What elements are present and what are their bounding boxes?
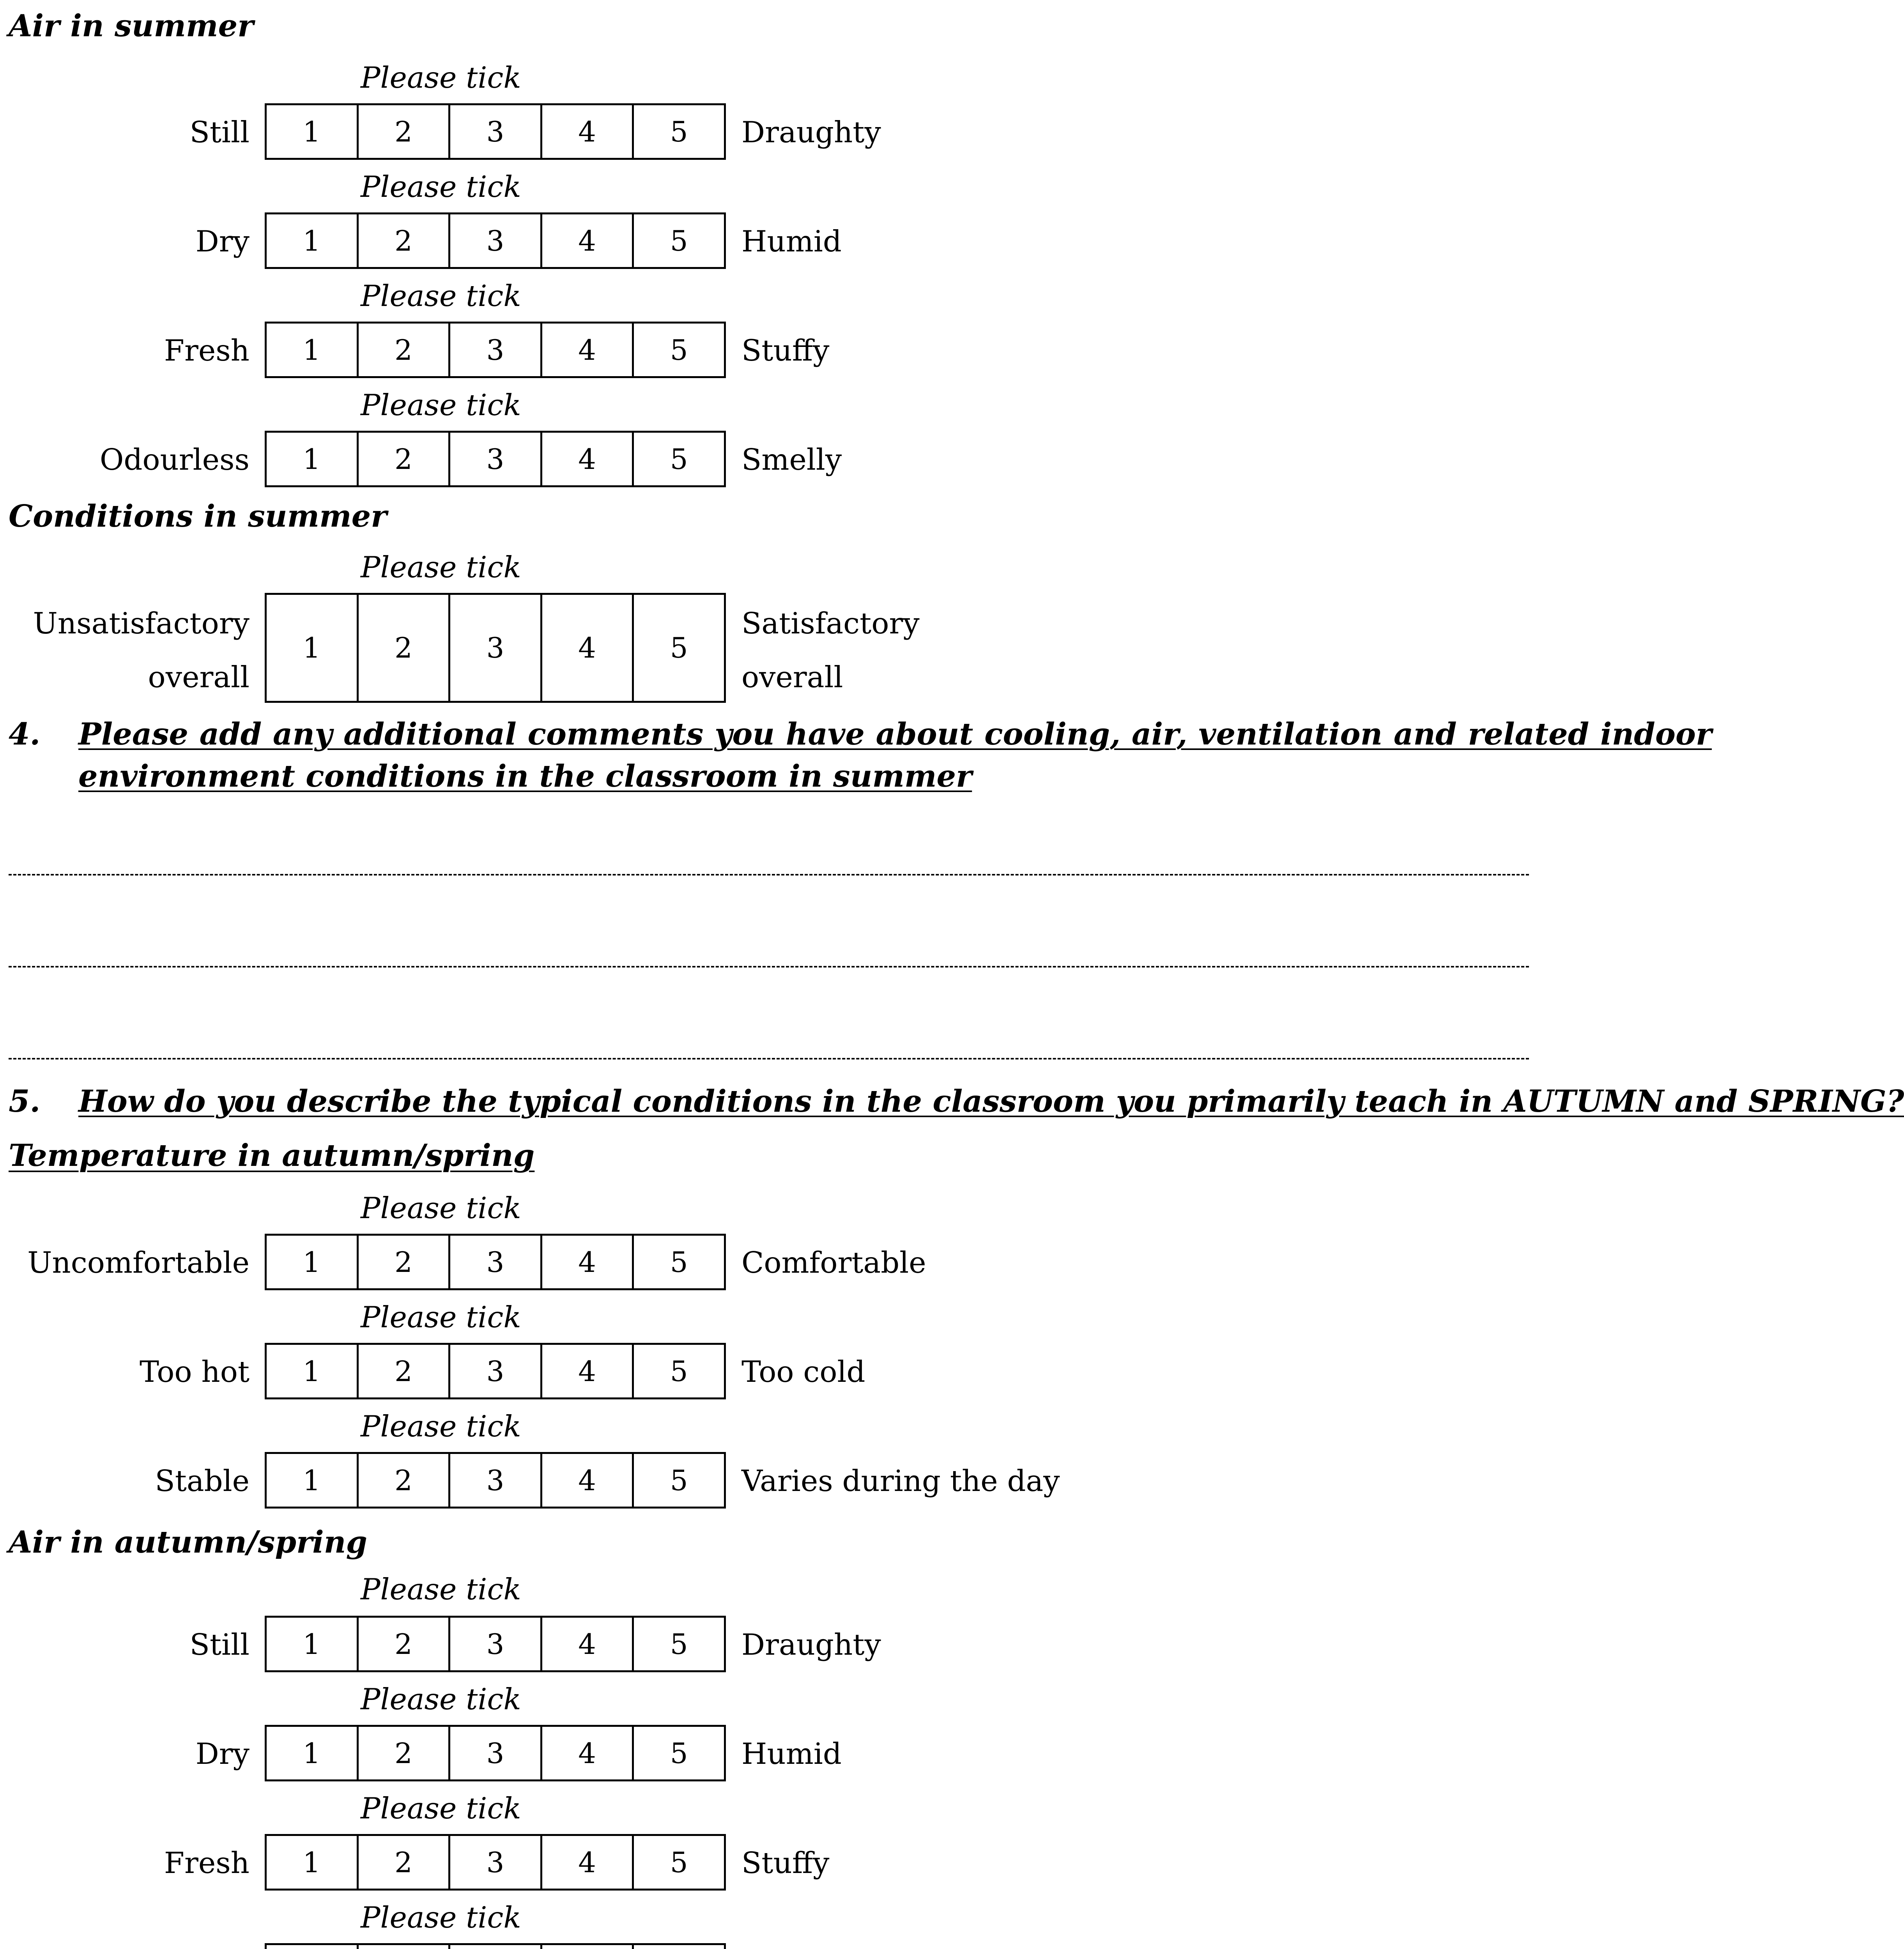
scale-left-label: Stable: [155, 1464, 250, 1498]
scale-option-2[interactable]: 2: [359, 105, 451, 158]
scale-right-label: Comfortable: [741, 1245, 926, 1280]
answer-line-3[interactable]: [9, 1058, 1529, 1059]
scale-option-5[interactable]: 5: [670, 1846, 688, 1879]
scale-option-5[interactable]: 5: [670, 1627, 688, 1661]
scale-option-2[interactable]: 2: [359, 1345, 451, 1397]
scale-option-3[interactable]: 3: [450, 595, 542, 701]
rating-scale-dry-humid: [265, 1725, 726, 1781]
rating-scale-too-hot-too-cold: [265, 1343, 726, 1399]
answer-line-2[interactable]: [9, 966, 1529, 967]
please-tick-label: Please tick: [361, 60, 521, 95]
section-heading-temperature-autumn-spring: Temperature in autumn/spring: [9, 1138, 535, 1173]
question-number: 5.: [9, 1084, 41, 1119]
scale-option-4[interactable]: 4: [542, 1345, 634, 1397]
scale-option-1[interactable]: 1: [267, 324, 359, 376]
scale-option-4[interactable]: 4: [542, 433, 634, 485]
section-heading-conditions-summer: Conditions in summer: [9, 499, 387, 534]
scale-left-label: Still: [189, 115, 250, 149]
rating-scale-still-draughty: [265, 103, 726, 160]
scale-option-3[interactable]: 3: [450, 1836, 542, 1889]
scale-option-4[interactable]: 4: [542, 1727, 634, 1779]
please-tick-label: Please tick: [361, 1300, 521, 1334]
question-5: [0, 1081, 1904, 1123]
scale-option-5[interactable]: [634, 1945, 724, 1949]
question-4: [0, 713, 1720, 803]
scale-left-label: Dry: [195, 224, 250, 258]
scale-option-1[interactable]: 1: [267, 433, 359, 485]
scale-option-1[interactable]: 1: [267, 1618, 359, 1670]
scale-option-2[interactable]: 2: [359, 1618, 451, 1670]
question-text: How do you describe the typical conditions in the classroom you primarily teach in AUTUMN and SPRING?: [78, 1084, 1904, 1119]
rating-scale-odourless-smelly: [265, 431, 726, 487]
section-heading-air-autumn-spring: Air in autumn/spring: [9, 1525, 368, 1560]
scale-option-4[interactable]: 4: [542, 105, 634, 158]
scale-left-label: Uncomfortable: [27, 1245, 250, 1280]
scale-right-label: Stuffy: [741, 333, 830, 368]
scale-option-5[interactable]: 5: [670, 1737, 688, 1770]
scale-left-label: Too hot: [140, 1355, 250, 1389]
scale-option-4[interactable]: 4: [542, 214, 634, 267]
scale-option-2[interactable]: 2: [359, 433, 451, 485]
scale-option-4[interactable]: [542, 1945, 634, 1949]
please-tick-label: Please tick: [361, 1682, 521, 1716]
scale-right-label: Varies during the day: [741, 1464, 1060, 1498]
scale-option-5[interactable]: 5: [670, 1245, 688, 1279]
please-tick-label: Please tick: [361, 1791, 521, 1825]
rating-scale-fresh-stuffy: [265, 1834, 726, 1891]
scale-right-label: Smelly: [741, 442, 842, 477]
scale-option-4[interactable]: 4: [542, 1454, 634, 1507]
rating-scale-fresh-stuffy: [265, 322, 726, 378]
answer-line-1[interactable]: [9, 874, 1529, 875]
question-number: 4.: [9, 716, 41, 752]
please-tick-label: Please tick: [361, 388, 521, 422]
scale-option-3[interactable]: 3: [450, 433, 542, 485]
rating-scale-uncomfortable-comfortable: [265, 1234, 726, 1290]
scale-right-label-line1: Satisfactory: [741, 606, 920, 640]
scale-option-5[interactable]: 5: [670, 442, 688, 476]
please-tick-label: Please tick: [361, 550, 521, 584]
rating-scale-stable-varies: [265, 1452, 726, 1509]
scale-option-2[interactable]: 2: [359, 324, 451, 376]
scale-option-4[interactable]: 4: [542, 1236, 634, 1288]
scale-option-3[interactable]: 3: [450, 1618, 542, 1670]
scale-option-2[interactable]: 2: [359, 595, 451, 701]
scale-option-1[interactable]: 1: [267, 1236, 359, 1288]
scale-option-2[interactable]: 2: [359, 1236, 451, 1288]
scale-option-1[interactable]: [267, 1945, 359, 1949]
scale-right-label-line2: overall: [741, 660, 843, 694]
section-heading-air-summer: Air in summer: [9, 8, 254, 44]
scale-option-1[interactable]: 1: [267, 1345, 359, 1397]
scale-option-5[interactable]: 5: [670, 115, 688, 148]
scale-option-2[interactable]: [359, 1945, 451, 1949]
please-tick-label: Please tick: [361, 1572, 521, 1606]
rating-scale-overall-summer: [265, 593, 726, 703]
scale-option-1[interactable]: 1: [267, 1727, 359, 1779]
scale-option-1[interactable]: 1: [267, 595, 359, 701]
scale-left-label-line2: overall: [148, 660, 250, 694]
scale-left-label: Still: [189, 1627, 250, 1662]
rating-scale-odourless-smelly: [265, 1943, 726, 1949]
scale-option-3[interactable]: 3: [450, 1454, 542, 1507]
scale-left-label: Dry: [195, 1737, 250, 1771]
scale-left-label: Odourless: [99, 442, 250, 477]
scale-option-2[interactable]: 2: [359, 1836, 451, 1889]
scale-option-3[interactable]: 3: [450, 1236, 542, 1288]
scale-option-1[interactable]: 1: [267, 214, 359, 267]
scale-option-1[interactable]: 1: [267, 1454, 359, 1507]
scale-option-3[interactable]: [450, 1945, 542, 1949]
scale-right-label: Too cold: [741, 1355, 865, 1389]
scale-option-5[interactable]: 5: [670, 333, 688, 366]
scale-option-3[interactable]: 3: [450, 1727, 542, 1779]
please-tick-label: Please tick: [361, 279, 521, 313]
scale-option-4[interactable]: 4: [542, 1618, 634, 1670]
please-tick-label: Please tick: [361, 1409, 521, 1443]
scale-option-3[interactable]: 3: [450, 105, 542, 158]
scale-option-5[interactable]: 5: [670, 1355, 688, 1388]
scale-option-3[interactable]: 3: [450, 1345, 542, 1397]
please-tick-label: Please tick: [361, 1191, 521, 1225]
scale-option-2[interactable]: 2: [359, 1454, 451, 1507]
scale-right-label: Draughty: [741, 1627, 881, 1662]
please-tick-label: Please tick: [361, 1900, 521, 1935]
scale-option-5[interactable]: 5: [670, 224, 688, 257]
scale-option-4[interactable]: 4: [542, 1836, 634, 1889]
scale-option-1[interactable]: 1: [267, 105, 359, 158]
scale-right-label: Stuffy: [741, 1846, 830, 1880]
scale-left-label-line1: Unsatisfactory: [33, 606, 250, 640]
rating-scale-still-draughty: [265, 1616, 726, 1672]
scale-option-5[interactable]: 5: [670, 631, 688, 664]
question-text: Please add any additional comments you have about cooling, air, ventilation and related indoor environment conditions in the classroom in summer: [78, 716, 1712, 794]
scale-option-4[interactable]: 4: [542, 595, 634, 701]
scale-left-label: Fresh: [164, 333, 250, 368]
scale-option-3[interactable]: 3: [450, 214, 542, 267]
scale-left-label: Fresh: [164, 1846, 250, 1880]
please-tick-label: Please tick: [361, 170, 521, 204]
scale-option-2[interactable]: 2: [359, 1727, 451, 1779]
scale-right-label: Draughty: [741, 115, 881, 149]
scale-right-label: Humid: [741, 1737, 842, 1771]
scale-right-label: Humid: [741, 224, 842, 258]
scale-option-3[interactable]: 3: [450, 324, 542, 376]
scale-option-5[interactable]: 5: [670, 1464, 688, 1497]
scale-option-4[interactable]: 4: [542, 324, 634, 376]
rating-scale-dry-humid: [265, 212, 726, 269]
scale-option-2[interactable]: 2: [359, 214, 451, 267]
scale-option-1[interactable]: 1: [267, 1836, 359, 1889]
